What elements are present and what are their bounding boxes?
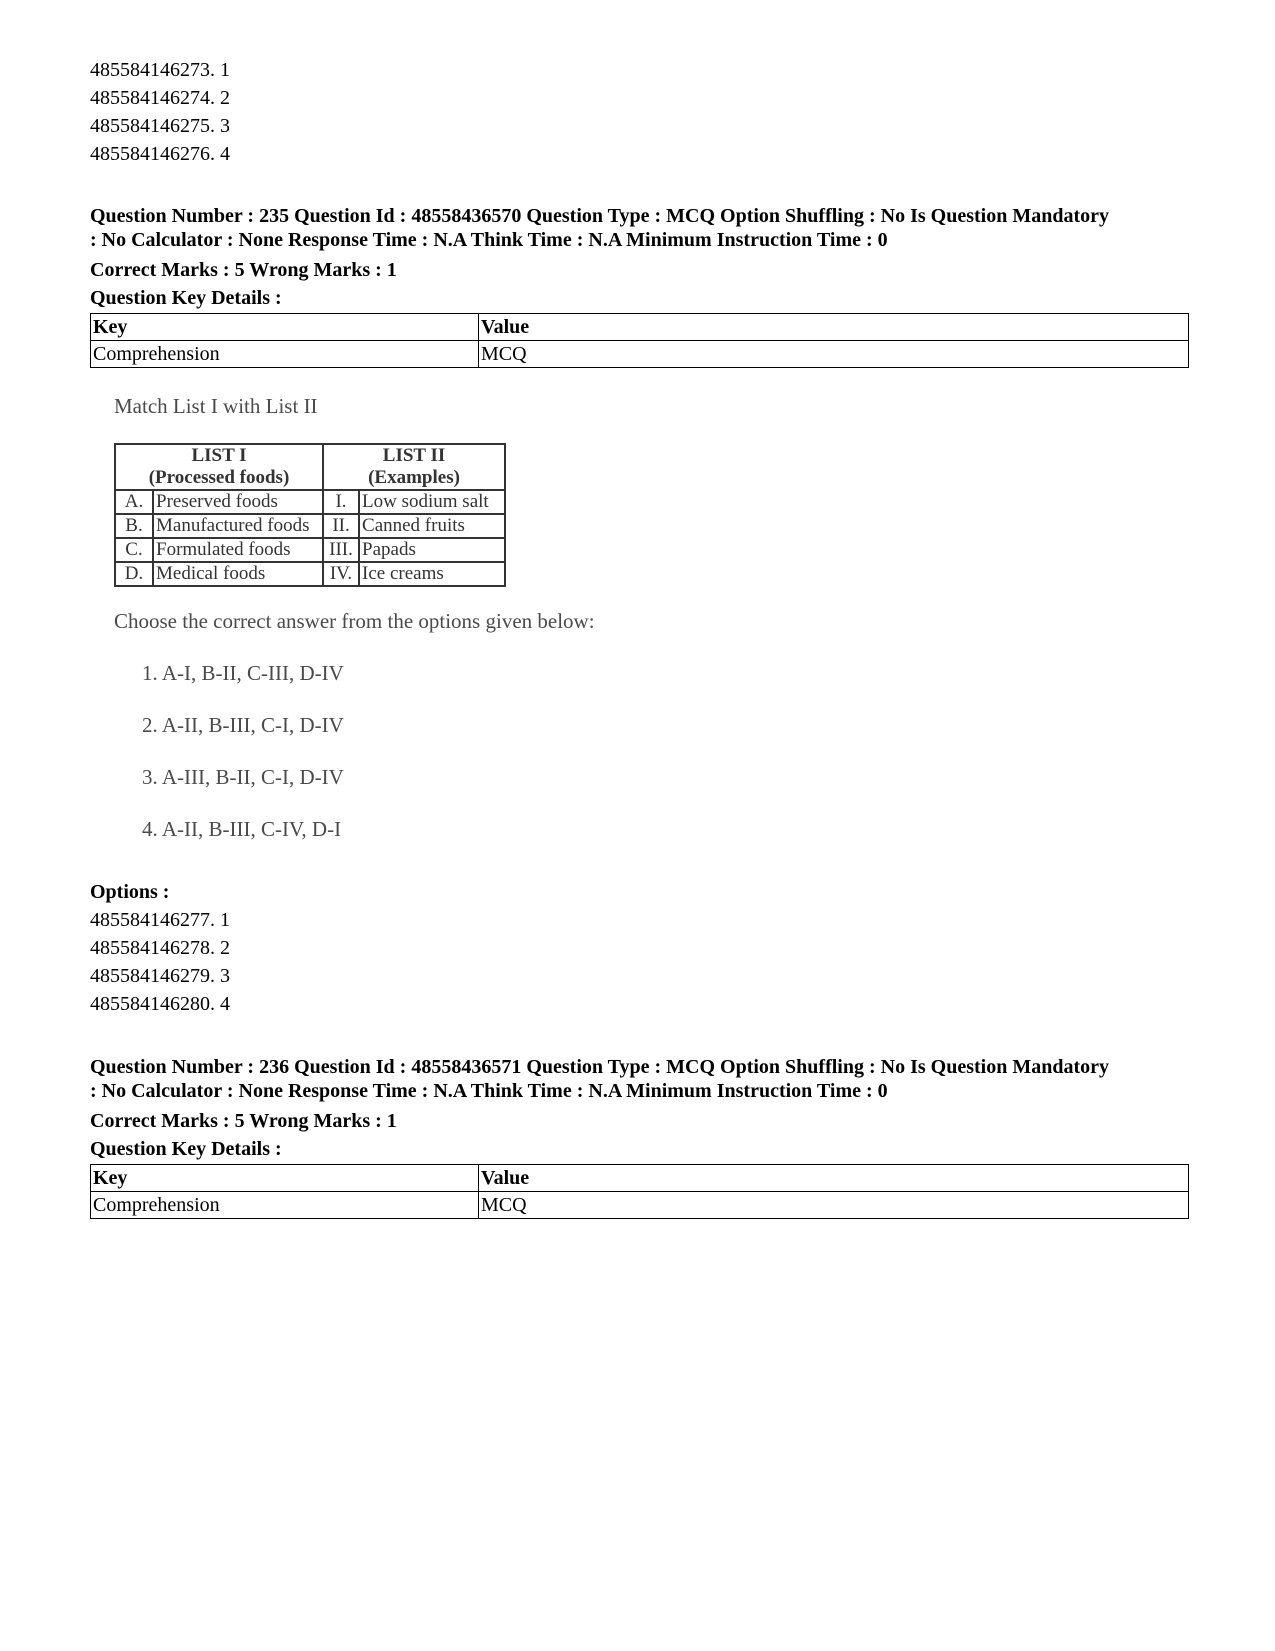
match-list-table	[114, 443, 506, 587]
answer-choice: 3. A-III, B-II, C-I, D-IV	[142, 765, 344, 789]
list1-item: Formulated foods	[153, 538, 323, 562]
list1-item: Manufactured foods	[153, 514, 323, 538]
list2-item: Low sodium salt	[359, 490, 505, 514]
table-header-key: Key	[91, 314, 479, 341]
match-table-row	[115, 538, 505, 562]
question-meta-line2: : No Calculator : None Response Time : N.A Think Time : N.A Minimum Instruction Time : 0	[90, 1080, 888, 1102]
option-item: 485584146277. 1	[90, 909, 230, 931]
question-236-header	[90, 1055, 1190, 1163]
answer-choices	[142, 660, 674, 842]
list2-item: Papads	[359, 538, 505, 562]
list2-item: Ice creams	[359, 562, 505, 586]
list2-subtitle: (Examples)	[368, 467, 460, 488]
table-cell-key: Comprehension	[91, 1192, 479, 1219]
question-235-options	[90, 878, 230, 1018]
option-item: 485584146280. 4	[90, 993, 230, 1015]
option-item: 485584146275. 3	[90, 115, 230, 137]
list1-label: B.	[115, 514, 153, 538]
list2-label: III.	[323, 538, 359, 562]
options-label: Options :	[90, 881, 170, 903]
list1-label: A.	[115, 490, 153, 514]
list2-item: Canned fruits	[359, 514, 505, 538]
key-details-label: Question Key Details :	[90, 287, 282, 309]
table-row	[91, 1192, 1189, 1219]
previous-options-list	[90, 56, 230, 168]
table-header-row	[91, 314, 1189, 341]
question-235-key-table	[90, 313, 1189, 368]
list1-label: D.	[115, 562, 153, 586]
table-row	[91, 341, 1189, 368]
list1-item: Preserved foods	[153, 490, 323, 514]
option-item: 485584146278. 2	[90, 937, 230, 959]
marks-line: Correct Marks : 5 Wrong Marks : 1	[90, 1110, 397, 1132]
option-item: 485584146273. 1	[90, 59, 230, 81]
match-table-row	[115, 490, 505, 514]
table-cell-value: MCQ	[479, 1192, 1189, 1219]
question-meta-line2: : No Calculator : None Response Time : N.A Think Time : N.A Minimum Instruction Time : 0	[90, 229, 888, 251]
list1-label: C.	[115, 538, 153, 562]
table-cell-key: Comprehension	[91, 341, 479, 368]
marks-line: Correct Marks : 5 Wrong Marks : 1	[90, 259, 397, 281]
option-item: 485584146279. 3	[90, 965, 230, 987]
answer-choice: 1. A-I, B-II, C-III, D-IV	[142, 661, 344, 685]
list1-title: LIST I	[191, 445, 247, 466]
list2-label: IV.	[323, 562, 359, 586]
question-instruction: Choose the correct answer from the options given below:	[114, 609, 595, 633]
list2-title: LIST II	[382, 445, 446, 466]
list2-header	[323, 444, 505, 490]
table-header-value: Value	[479, 314, 1189, 341]
list1-subtitle: (Processed foods)	[148, 467, 290, 488]
table-header-key: Key	[91, 1165, 479, 1192]
question-meta-line1: Question Number : 236 Question Id : 48558436571 Question Type : MCQ Option Shuffling : No Is Question Mandatory	[90, 1056, 1109, 1078]
question-235-image	[114, 394, 674, 842]
option-item: 485584146274. 2	[90, 87, 230, 109]
answer-choice: 4. A-II, B-III, C-IV, D-I	[142, 817, 342, 841]
list1-header	[115, 444, 323, 490]
answer-choice: 2. A-II, B-III, C-I, D-IV	[142, 713, 344, 737]
list2-label: I.	[323, 490, 359, 514]
question-235-header	[90, 204, 1190, 312]
match-table-row	[115, 562, 505, 586]
table-header-value: Value	[479, 1165, 1189, 1192]
question-title: Match List I with List II	[114, 394, 318, 418]
match-table-header-row	[115, 444, 505, 490]
table-cell-value: MCQ	[479, 341, 1189, 368]
question-meta-line1: Question Number : 235 Question Id : 48558436570 Question Type : MCQ Option Shuffling : No Is Question Mandatory	[90, 205, 1109, 227]
option-item: 485584146276. 4	[90, 143, 230, 165]
list1-item: Medical foods	[153, 562, 323, 586]
question-236-key-table	[90, 1164, 1189, 1219]
key-details-label: Question Key Details :	[90, 1138, 282, 1160]
list2-label: II.	[323, 514, 359, 538]
match-table-row	[115, 514, 505, 538]
table-header-row	[91, 1165, 1189, 1192]
